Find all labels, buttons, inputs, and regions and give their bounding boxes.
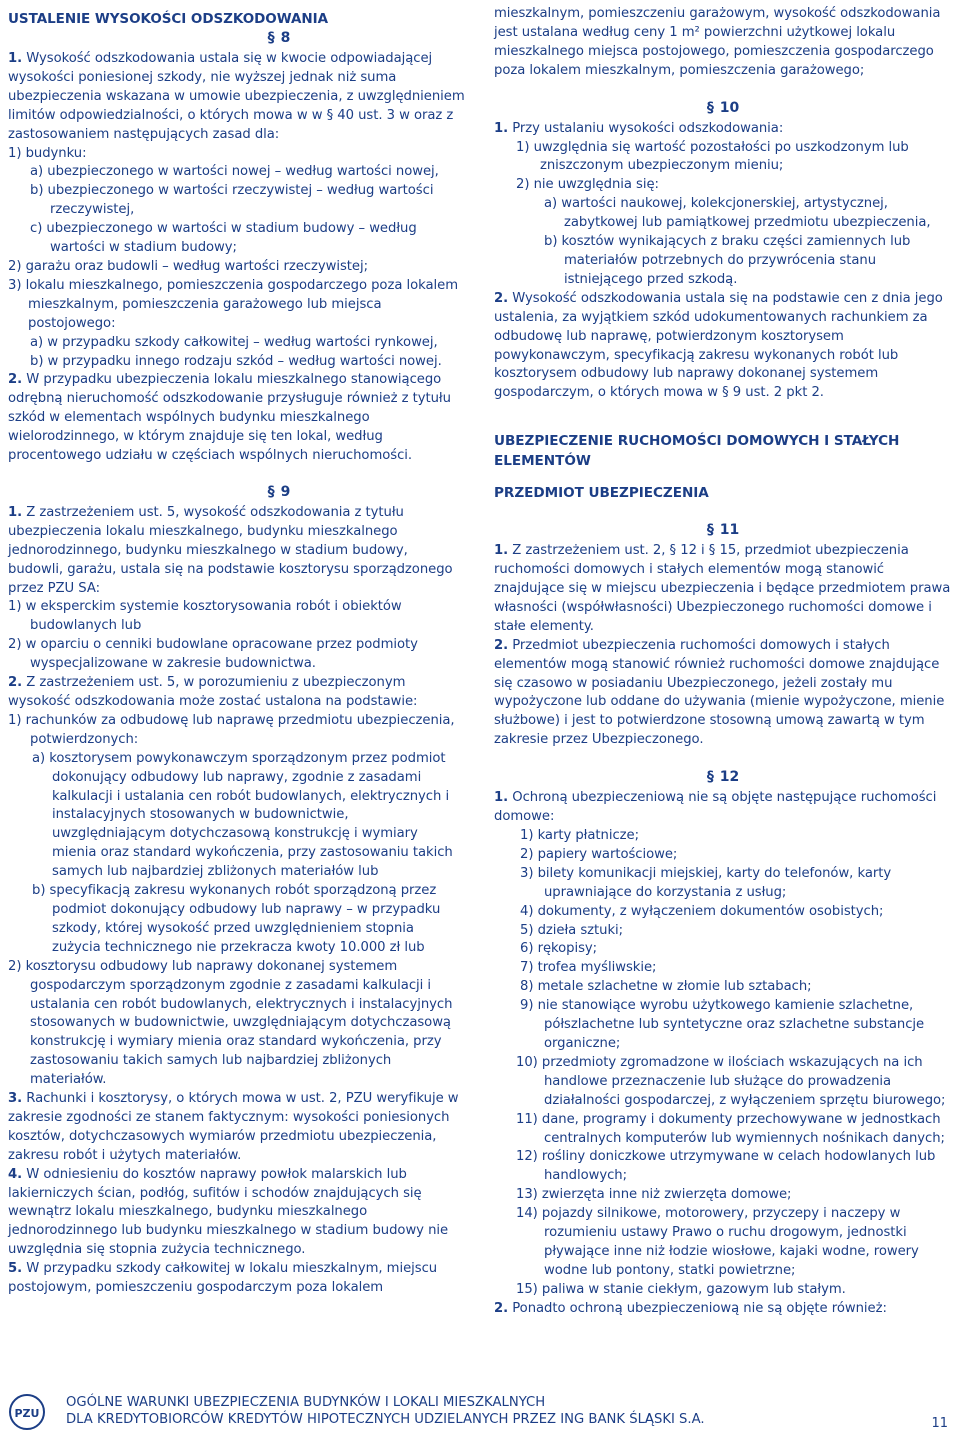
page-number: 11 bbox=[931, 1416, 948, 1431]
footer-line-1: OGÓLNE WARUNKI UBEZPIECZENIA BUDYNKÓW I LOKALI MIESZKALNYCH bbox=[66, 1395, 546, 1410]
s8-list-1a: a) ubezpieczonego w wartości nowej – według wartości nowej, bbox=[30, 164, 439, 180]
s9-p2-list-1a: a) kosztorysem powykonawczym sporządzonym przez podmiot dokonujący odbudowy lub naprawy, zgodnie z zasadami kalkulacji i ustalania cen robót budowlanych, elektrycznych i instalacyjnych stosowanych w budownictwie, uwzględniającym dotychczasową konstrukcję i wymiary mienia oraz standard wykończenia, przy zastosowaniu takich samych lub najbardziej zbliżonych materiałów lub bbox=[32, 750, 453, 880]
s9-point-2: 2. Z zastrzeżeniem ust. 5, w porozumieniu z ubezpieczonym wysokość odszkodowania może zostać ustalona na podstawie: bbox=[8, 675, 418, 709]
s8-list-3: 3) lokalu mieszkalnego, pomieszczenia gospodarczego poza lokalem mieszkalnym, pomieszczenia garażowego lub miejsca postojowego: bbox=[8, 277, 458, 331]
s9-point-5: 5. W przypadku szkody całkowitej w lokalu mieszkalnym, miejscu postojowym, pomieszczeniu gospodarczym poza lokalem bbox=[8, 1261, 438, 1296]
page-footer bbox=[0, 1386, 960, 1434]
exclusion-list bbox=[494, 827, 952, 1300]
s12-point-1: 1. Ochroną ubezpieczeniową nie są objęte następujące ruchomości domowe: bbox=[494, 790, 937, 825]
s8-list-2: 2) garażu oraz budowli – według wartości rzeczywistej; bbox=[8, 258, 368, 274]
pzu-logo-icon bbox=[9, 1394, 45, 1430]
s9-point-3: 3. Rachunki i kosztorysy, o których mowa w ust. 2, PZU weryfikuje w zakresie zgodności ze stanem faktycznym: wysokości poniesionych kosztów, dotychczasowych wymiarów przedmiotu ubezpieczenia, zakresu robót i użytych materiałów. bbox=[8, 1091, 459, 1163]
exclusion-list-item: 10) przedmioty zgromadzone w ilościach wskazujących na ich handlowe przeznaczenie lub służące do prowadzenia działalności gospodarczej, z wyłączeniem sprzętu biurowego; bbox=[516, 1054, 946, 1108]
s10-list-2: 2) nie uwzględnia się: bbox=[516, 177, 659, 193]
exclusion-list-item: 13) zwierzęta inne niż zwierzęta domowe; bbox=[516, 1187, 792, 1203]
s8-list-3b: b) w przypadku innego rodzaju szkód – według wartości nowej. bbox=[30, 353, 442, 369]
s9-p2-list-1b: b) specyfikacją zakresu wykonanych robót sporządzoną przez podmiot dokonujący odbudowy lub naprawy – w przypadku szkody, której wysokość przed uwzględnieniem stopnia zużycia technicznego nie przekracza kwoty 10.000 zł lub bbox=[32, 883, 441, 955]
exclusion-list-item: 6) rękopisy; bbox=[520, 941, 598, 957]
subchapter-heading: PRZEDMIOT UBEZPIECZENIA bbox=[494, 485, 709, 502]
section-8-heading: § 8 bbox=[267, 30, 291, 46]
s8-point-1: 1. Wysokość odszkodowania ustala się w kwocie odpowiadającej wysokości poniesionej szkody, nie wyższej jednak niż suma ubezpieczenia wskazana w umowie ubezpieczenia, z uwzględnieniem limitów odpowiedzialności, o których mowa w w § 40 ust. 3 w oraz z zastosowaniem następujących zasad dla: bbox=[8, 51, 465, 142]
s10-point-2: 2. Wysokość odszkodowania ustala się na podstawie cen z dnia jego ustalenia, za wyjątkiem szkód udokumentowanych rachunkiem za odbudowę lub naprawę, potwierdzonym kosztorysem powykonawczym, specyfikacją zakresu wykonanych robót lub kosztorysem odbudowy lub naprawy dokonanej systemem gospodarczym, o których mowa w § 9 ust. 2 pkt 2. bbox=[494, 290, 943, 401]
exclusion-list-item: 14) pojazdy silnikowe, motorowery, przyczepy i naczepy w rozumieniu ustawy Prawo o ruchu drogowym, jednostki pływające inne niż łodzie wiosłowe, kajaki wodne, rowery wodne lub pontony, statki powietrzne; bbox=[516, 1206, 919, 1278]
exclusion-list-item: 7) trofea myśliwskie; bbox=[520, 960, 657, 976]
s10-list-2a: a) wartości naukowej, kolekcjonerskiej, artystycznej, zabytkowej lub pamiątkowej przedmiotu ubezpieczenia, bbox=[544, 196, 931, 231]
s10-list-1: 1) uwzględnia się wartość pozostałości po uszkodzonym lub zniszczonym ubezpieczonym mieniu; bbox=[516, 139, 909, 174]
s10-point-1: 1. Przy ustalaniu wysokości odszkodowania: bbox=[494, 120, 784, 136]
s8-point-2: 2. W przypadku ubezpieczenia lokalu mieszkalnego stanowiącego odrębną nieruchomość odszkodowanie przysługuje również z tytułu szkód w elementach wspólnych budynku mieszkalnego wielorodzinnego, w którym znajduje się ten lokal, według procentowego udziału w częściach wspólnych nieruchomości. bbox=[8, 372, 451, 464]
section-9-heading: § 9 bbox=[267, 483, 291, 500]
section-12-heading: § 12 bbox=[706, 769, 740, 786]
section-10-heading: § 10 bbox=[706, 99, 740, 116]
s9-list-1: 1) w eksperckim systemie kosztorysowania robót i obiektów budowlanych lub bbox=[8, 599, 402, 634]
exclusion-list-item: 5) dzieła sztuki; bbox=[520, 922, 624, 938]
exclusion-list-item: 15) paliwa w stanie ciekłym, gazowym lub stałym. bbox=[516, 1281, 846, 1297]
section-11-heading: § 11 bbox=[706, 522, 740, 539]
s9-p2-list-2: 2) kosztorysu odbudowy lub naprawy dokonanej systemem gospodarczym sporządzonym zgodnie z zasadami kalkulacji i ustalania cen robót budowlanych, elektrycznych i instalacyjnych stosowanych w budownictwie, uwzględniającym dotychczasową konstrukcję i wymiary mienia oraz standard wykończenia, przy zastosowaniu takich samych lub najbardziej zbliżonych materiałów. bbox=[8, 958, 453, 1088]
s9-list-2: 2) w oparciu o cenniki budowlane opracowane przez podmioty wyspecjalizowane w zakresie budownictwa. bbox=[8, 637, 418, 672]
s10-list-2b: b) kosztów wynikających z braku części zamiennych lub materiałów potrzebnych do przywrócenia stanu istniejącego przed szkodą. bbox=[544, 234, 911, 287]
s8-list-1b: b) ubezpieczonego w wartości rzeczywistej – według wartości rzeczywistej, bbox=[30, 183, 434, 218]
s9-point-1: 1. Z zastrzeżeniem ust. 5, wysokość odszkodowania z tytułu ubezpieczenia lokalu mieszkalnego, budynku mieszkalnego jednorodzinnego, budynku mieszkalnego w stadium budowy, budowli, garażu, ustala się na podstawie kosztorysu sporządzonego przez PZU SA: bbox=[8, 504, 453, 596]
s8-list-3a: a) w przypadku szkody całkowitej – według wartości rynkowej, bbox=[30, 334, 438, 350]
left-column bbox=[8, 0, 466, 1298]
svg-text:PZU: PZU bbox=[14, 1407, 40, 1420]
exclusion-list-item: 4) dokumenty, z wyłączeniem dokumentów osobistych; bbox=[520, 903, 884, 919]
s12-point-2: 2. Ponadto ochroną ubezpieczeniową nie są objęte również: bbox=[494, 1300, 887, 1316]
exclusion-list-item: 12) rośliny doniczkowe utrzymywane w celach hodowlanych lub handlowych; bbox=[516, 1149, 936, 1184]
s9-point-5-continued: mieszkalnym, pomieszczeniu garażowym, wysokość odszkodowania jest ustalana według ceny 1 m² powierzchni użytkowej lokalu mieszkalnego miejsca postojowego, pomieszczenia gospodarczego poza lokalem mieszkalnym, pomieszczenia garażowego; bbox=[494, 6, 941, 78]
s8-list-1c: c) ubezpieczonego w wartości w stadium budowy – według wartości w stadium budowy; bbox=[30, 221, 417, 256]
s9-p2-list-1: 1) rachunków za odbudowę lub naprawę przedmiotu ubezpieczenia, potwierdzonych: bbox=[8, 712, 455, 747]
exclusion-list-item: 9) nie stanowiące wyrobu użytkowego kamienie szlachetne, półszlachetne lub syntetyczne oraz szlachetne substancje organiczne; bbox=[520, 998, 925, 1051]
right-column bbox=[494, 0, 952, 1319]
exclusion-list-item: 8) metale szlachetne w złomie lub sztabach; bbox=[520, 979, 812, 995]
exclusion-list-item: 1) karty płatnicze; bbox=[520, 828, 639, 843]
exclusion-list-item: 2) papiery wartościowe; bbox=[520, 846, 678, 862]
exclusion-list-item: 3) bilety komunikacji miejskiej, karty do telefonów, karty uprawniające do korzystania z usług; bbox=[520, 865, 892, 900]
section-title: USTALENIE WYSOKOŚCI ODSZKODOWANIA bbox=[8, 11, 328, 27]
s8-list-1: 1) budynku: bbox=[8, 145, 87, 161]
s9-point-4: 4. W odniesieniu do kosztów naprawy powłok malarskich lub lakierniczych ścian, podłóg, sufitów i schodów znajdujących się wewnątrz lokalu mieszkalnego, budynku mieszkalnego jednorodzinnego lub budynku mieszkalnego w stadium budowy nie uwzględnia się stopnia zużycia technicznego. bbox=[8, 1166, 449, 1258]
footer-line-2: DLA KREDYTOBIORCÓW KREDYTÓW HIPOTECZNYCH UDZIELANYCH PRZEZ ING BANK ŚLĄSKI S.A. bbox=[66, 1412, 705, 1427]
s11-point-1: 1. Z zastrzeżeniem ust. 2, § 12 i § 15, przedmiot ubezpieczenia ruchomości domowych i stałych elementów mogą stanowić znajdujące się w miejscu ubezpieczenia i będące przedmiotem prawa własności (współwłasności) Ubezpieczonego ruchomości domowe i stałe elementy. bbox=[494, 543, 951, 634]
s11-point-2: 2. Przedmiot ubezpieczenia ruchomości domowych i stałych elementów mogą stanowić również ruchomości domowe znajdujące się czasowo w posiadaniu Ubezpieczonego, jeżeli zostały mu wypożyczone lub oddane do używania (mienie wypożyczone, mienie służbowe) i jest to potwierdzone stosowną umową zawartą w tym zakresie przez Ubezpieczonego. bbox=[494, 637, 945, 748]
chapter-heading: UBEZPIECZENIE RUCHOMOŚCI DOMOWYCH I STAŁYCH ELEMENTÓW bbox=[494, 433, 900, 470]
exclusion-list-item: 11) dane, programy i dokumenty przechowywane w jednostkach centralnych komputerów lub wymiennych nośnikach danych; bbox=[516, 1111, 945, 1146]
